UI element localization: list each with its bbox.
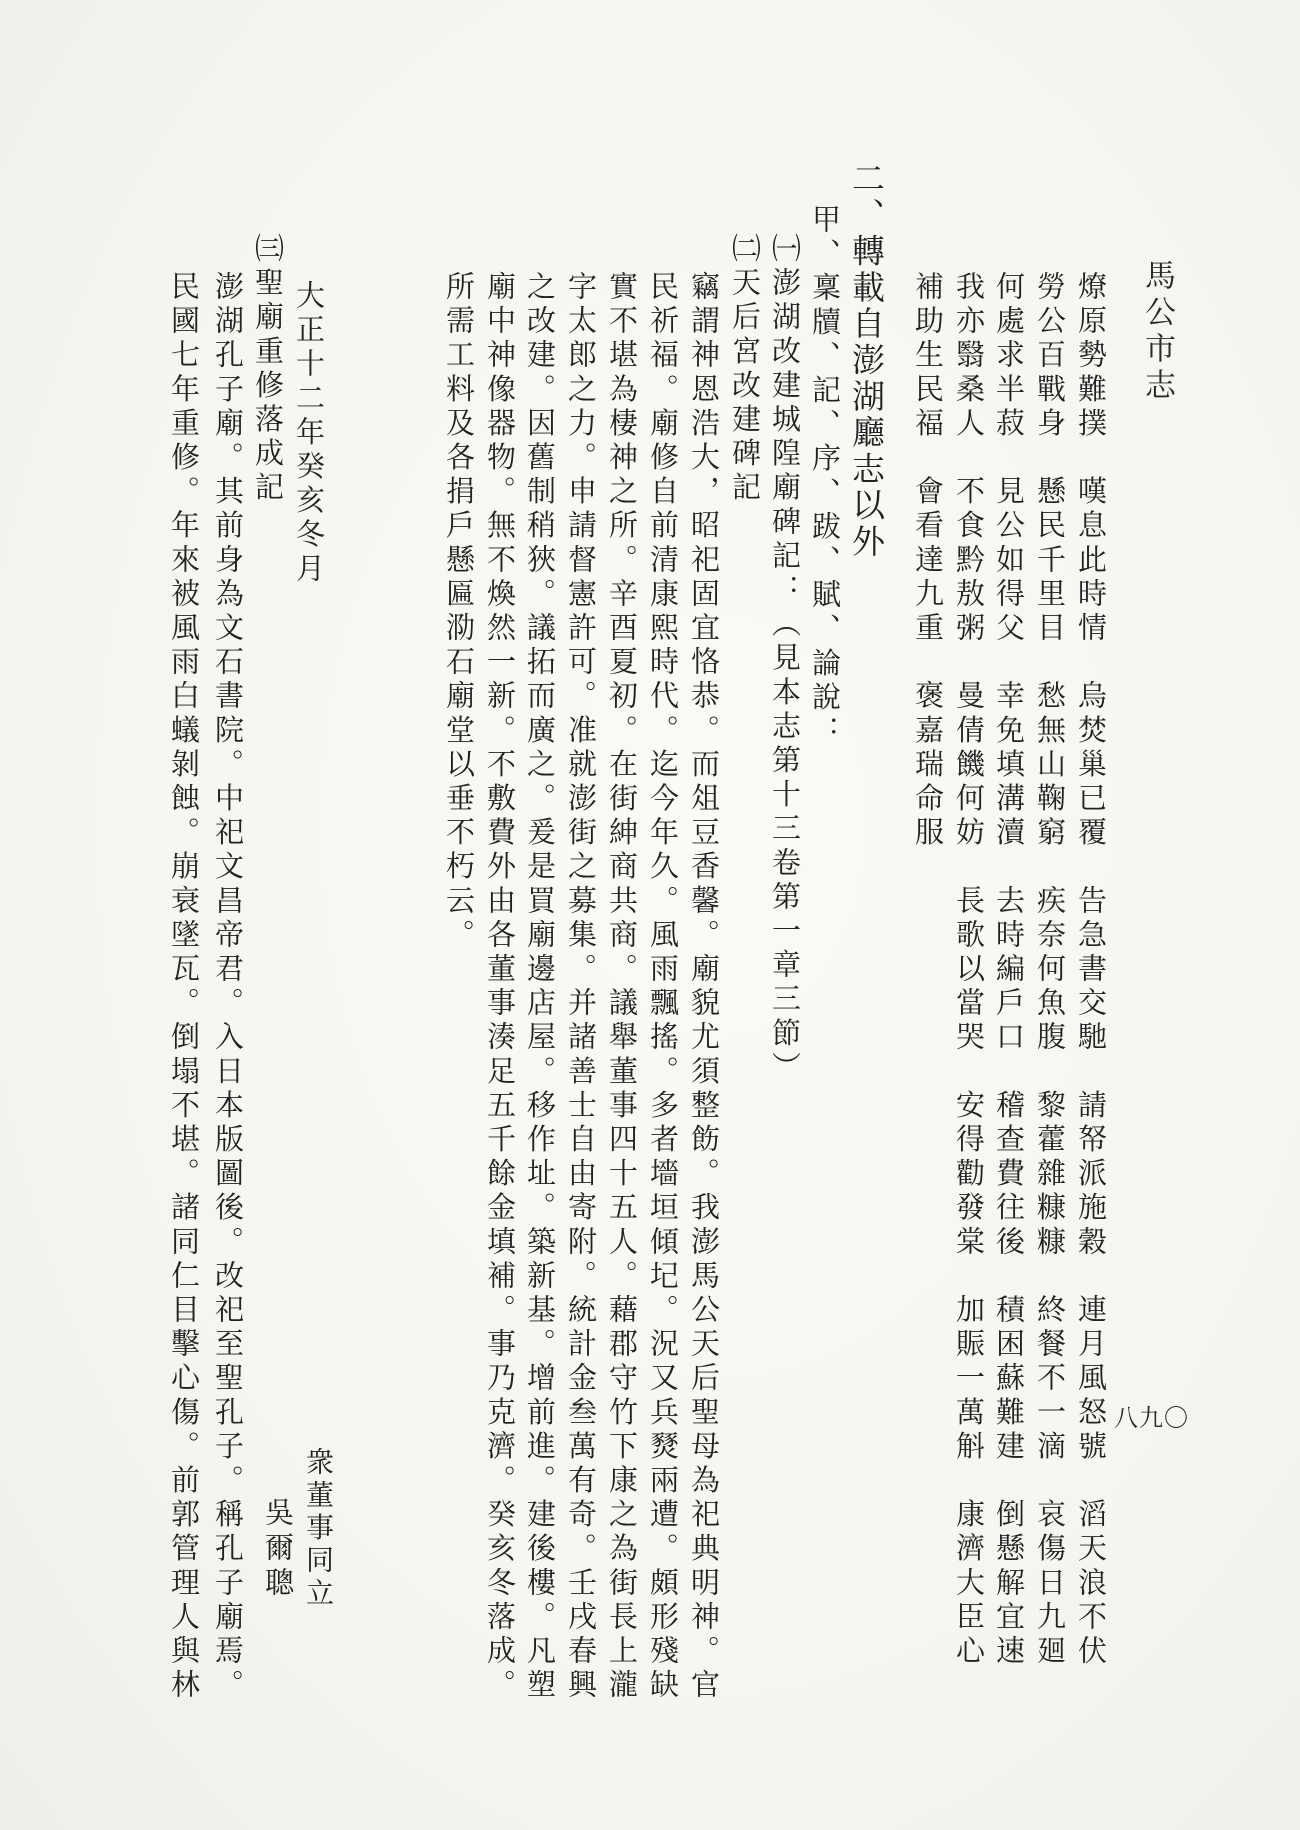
item-title: ㈠澎湖改建城隍廟碑記：（見本志第十三卷第一章三節） — [768, 233, 802, 1086]
poem-line: 勞公百戰身 懸民千里目 愁無山鞠窮 疾奈何魚腹 黎藿雜糠糠 終餐不一滴 哀傷日九廻 — [1033, 271, 1067, 1670]
page-number: 八九〇 — [1114, 1404, 1189, 1432]
item-title: ㈡天后宮改建碑記 — [728, 233, 762, 506]
date-line: 大正十二年癸亥冬月 — [292, 280, 326, 587]
body-line: 民國七年重修。年來被風雨白蟻剝蝕。崩衰墜瓦。倒塌不堪。諸同仁目擊心傷。前郭管理人與林 — [167, 271, 201, 1704]
section-heading: 二、轉載自澎湖廳志以外 — [847, 161, 886, 561]
poem-line: 何處求半菽 見公如得父 幸免填溝瀆 去時編戶口 稽查費往後 積困蘇難建 倒懸解宜速 — [992, 271, 1026, 1670]
body-line: 之改建。因舊制稍狹。議拓而廣之。爰是買廟邊店屋。移作址。築新基。增前進。建後樓。凡塑 — [523, 271, 557, 1704]
body-line: 澎湖孔子廟。其前身為文石書院。中祀文昌帝君。入日本版圖後。改祀至聖孔子。稱孔子廟焉。 — [211, 271, 245, 1704]
item-title: ㈢聖廟重修落成記 — [251, 233, 285, 506]
body-line: 廟中神像器物。無不煥然一新。不敷費外由各董事湊足五千餘金填補。事乃克濟。癸亥冬落成。 — [483, 271, 517, 1704]
author-byline: 吳爾聰 — [261, 1497, 295, 1602]
body-line: 實不堪為棲神之所。辛酉夏初。在街紳商共商。議舉董事四十五人。藉郡守竹下康之為街長上瀧 — [605, 271, 639, 1704]
body-line: 所需工料及各捐戶懸匾泐石廟堂以垂不朽云。 — [442, 271, 476, 953]
poem-line: 燎原勢難撲 嘆息此時情 烏焚巢已覆 告急書交馳 請帑派施穀 連月風怒號 滔天浪不伏 — [1074, 271, 1108, 1670]
poem-line: 補助生民福 會看達九重 褒嘉瑞命服 — [911, 271, 945, 851]
body-line: 竊謂神恩浩大，昭祀固宜恪恭。而俎豆香馨。廟貌尤須整飭。我澎馬公天后聖母為祀典明神。官 — [687, 271, 721, 1704]
category-heading: 甲、稟牘、記、序、跋、賦、論說： — [808, 204, 842, 750]
poem-line: 我亦翳桑人 不食黔敖粥 曼倩饑何妨 長歌以當哭 安得勸發棠 加賑一萬斛 康濟大臣心 — [952, 271, 986, 1670]
body-line: 字太郎之力。申請督憲許可。准就澎街之募集。并諸善士自由寄附。統計金叁萬有奇。壬戌春興 — [564, 271, 598, 1704]
body-line: 民祈福。廟修自前清康熙時代。迄今年久。風雨飄搖。多者墻垣傾圮。況又兵燹兩遭。頗形殘缺 — [646, 271, 680, 1704]
running-header: 馬公市志 — [1139, 259, 1175, 405]
signature: 衆董事同立 — [302, 1447, 335, 1611]
